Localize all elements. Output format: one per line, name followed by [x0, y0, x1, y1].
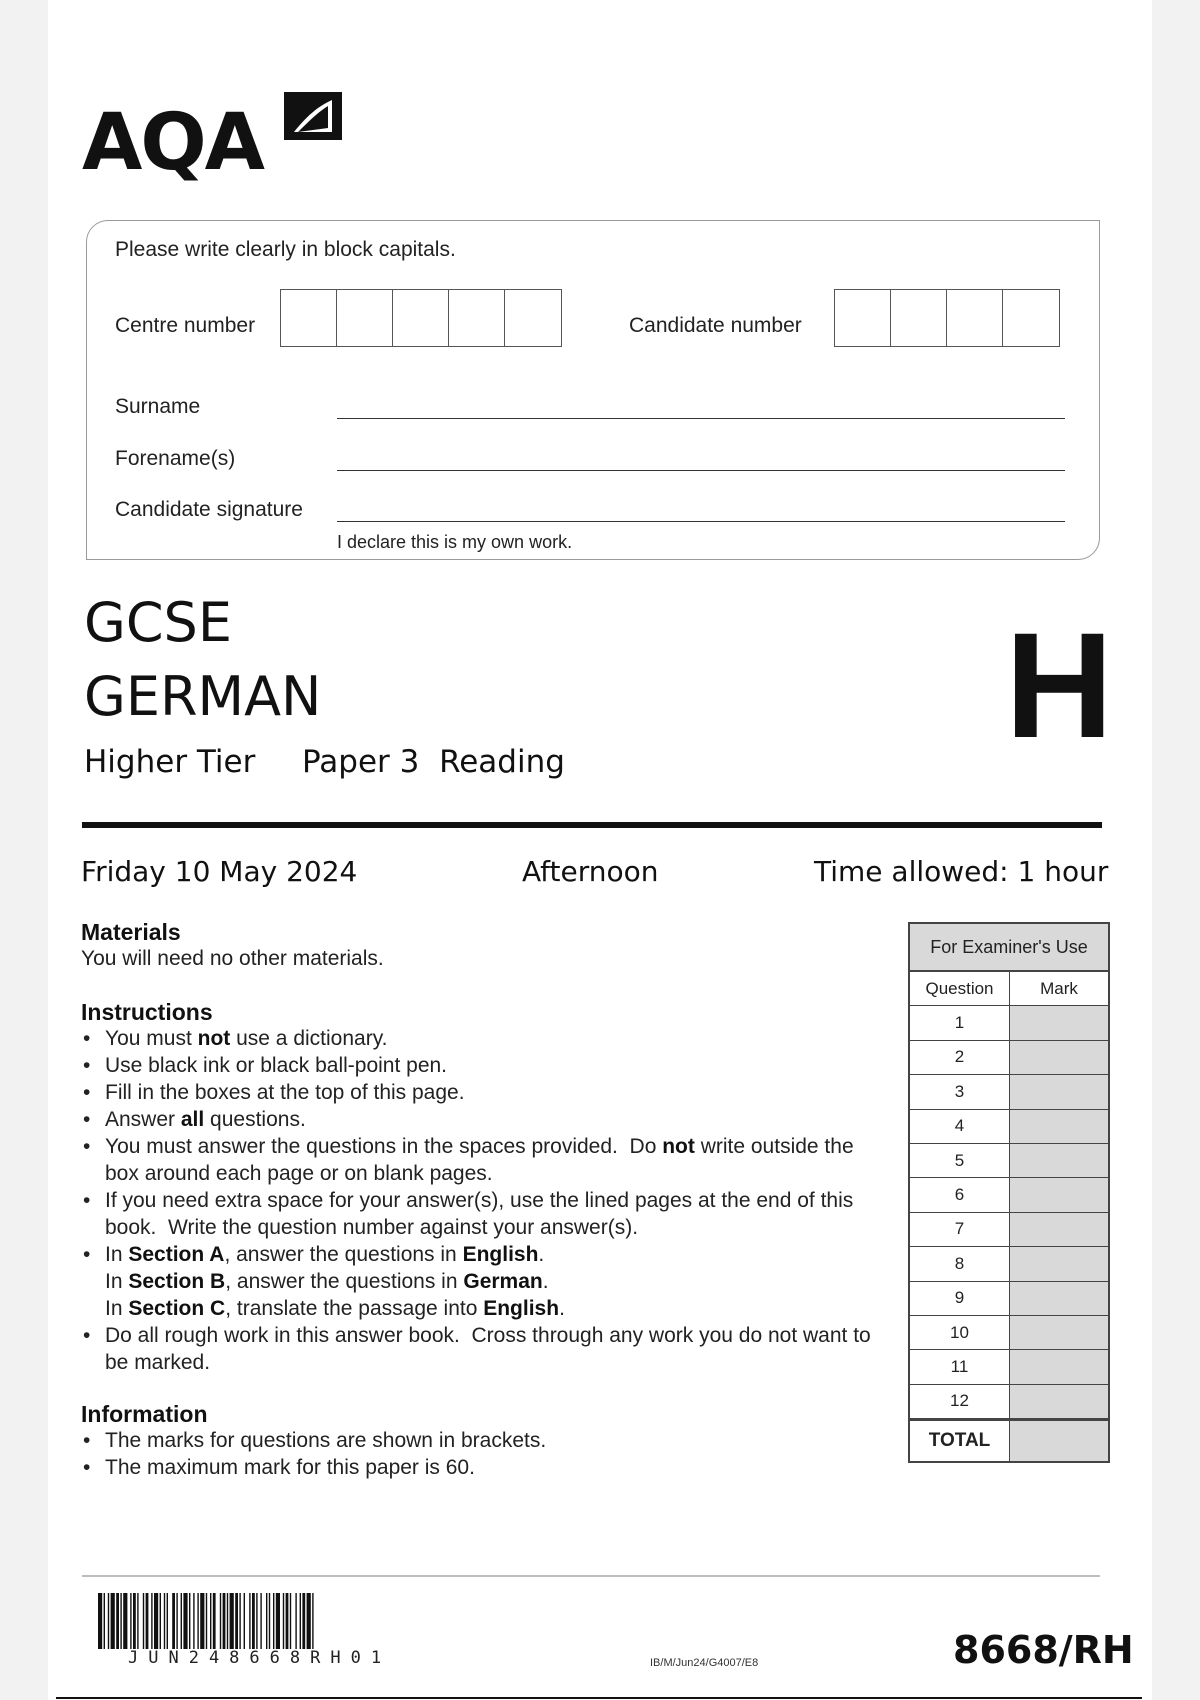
- question-number: 11: [910, 1350, 1010, 1383]
- mark-cell: [1010, 1350, 1108, 1383]
- examiner-row: [910, 1350, 1108, 1384]
- examiner-use-table: [908, 922, 1110, 1463]
- centre-number-digit[interactable]: [281, 290, 337, 346]
- title-rule: [82, 822, 1102, 828]
- mark-cell: [1010, 1041, 1108, 1074]
- mark-cell: [1010, 1316, 1108, 1349]
- forename-field[interactable]: [337, 470, 1065, 471]
- barcode-bar: [227, 1593, 228, 1649]
- question-number: 2: [910, 1041, 1010, 1074]
- barcode-bar: [307, 1593, 311, 1649]
- aqa-logo: AQA: [82, 98, 264, 188]
- barcode-bar: [256, 1593, 257, 1649]
- mark-cell: [1010, 1110, 1108, 1143]
- barcode-bar: [252, 1593, 255, 1649]
- barcode-bar: [210, 1593, 211, 1649]
- instruction-item-sections: [81, 1241, 881, 1322]
- barcode-bar: [269, 1593, 270, 1649]
- barcode-bar: [197, 1593, 198, 1649]
- instructions-list: [81, 1025, 881, 1376]
- instruction-item: • Use black ink or black ball-point pen.: [81, 1052, 881, 1079]
- centre-number-boxes[interactable]: [280, 289, 562, 347]
- barcode-bar: [146, 1593, 149, 1649]
- question-number: 4: [910, 1110, 1010, 1143]
- barcode-bar: [223, 1593, 226, 1649]
- total-label: TOTAL: [910, 1421, 1010, 1461]
- examiner-total-row: [910, 1419, 1108, 1461]
- examiner-row: [910, 1316, 1108, 1350]
- barcode-bar: [137, 1593, 138, 1649]
- information-list-container: [81, 1427, 881, 1481]
- paper-label: Paper 3 Reading: [302, 744, 565, 780]
- examiner-row: [910, 1144, 1108, 1178]
- examiner-row: [910, 1006, 1108, 1040]
- barcode-text: JUN248668RH01: [128, 1648, 392, 1668]
- signature-field[interactable]: [337, 521, 1065, 522]
- forename-label: Forename(s): [115, 447, 236, 470]
- question-number: 12: [910, 1385, 1010, 1418]
- barcode-bar: [273, 1593, 274, 1649]
- barcode-bar: [172, 1593, 175, 1649]
- candidate-number-digit[interactable]: [1003, 290, 1059, 346]
- examiner-row: [910, 1385, 1108, 1419]
- aqa-logo-mark-icon: [284, 92, 342, 140]
- barcode-bar: [108, 1593, 109, 1649]
- subject-title: GERMAN: [84, 665, 322, 728]
- tier-letter: H: [1005, 601, 1114, 769]
- barcode-bar: [312, 1593, 313, 1649]
- tier-label: Higher Tier: [84, 744, 256, 780]
- footer-rule: [82, 1575, 1100, 1577]
- information-list: [81, 1427, 881, 1481]
- time-allowed: Time allowed: 1 hour: [814, 855, 1109, 888]
- section-c-line: In Section C, translate the passage into English.: [105, 1297, 565, 1320]
- examiner-row: [910, 1213, 1108, 1247]
- instruction-item: • If you need extra space for your answer(s), use the lined pages at the end of this book. Write the question number against your answer(s).: [81, 1187, 881, 1241]
- candidate-number-digit[interactable]: [835, 290, 891, 346]
- centre-number-digit[interactable]: [337, 290, 393, 346]
- barcode-bar: [239, 1593, 240, 1649]
- own-work-declaration: I declare this is my own work.: [337, 532, 573, 552]
- barcode-bar: [220, 1593, 221, 1649]
- barcode-bar: [286, 1593, 289, 1649]
- barcode-bar: [176, 1593, 177, 1649]
- paper-code: 8668/RH: [953, 1628, 1134, 1672]
- section-b-line: In Section B, answer the questions in German.: [105, 1270, 549, 1293]
- block-capitals-prompt: Please write clearly in block capitals.: [115, 238, 456, 261]
- candidate-number-boxes[interactable]: [834, 289, 1060, 347]
- examiner-row: [910, 1282, 1108, 1316]
- instructions-list-container: [81, 1025, 881, 1376]
- surname-label: Surname: [115, 395, 201, 418]
- candidate-number-digit[interactable]: [891, 290, 947, 346]
- barcode-bar: [276, 1593, 280, 1649]
- centre-number-digit[interactable]: [449, 290, 505, 346]
- barcode-bar: [213, 1593, 216, 1649]
- exam-session: Afternoon: [522, 855, 659, 888]
- barcode-bar: [133, 1593, 136, 1649]
- examiner-row: [910, 1247, 1108, 1281]
- instruction-item: • Fill in the boxes at the top of this page.: [81, 1079, 881, 1106]
- mark-cell: [1010, 1385, 1108, 1418]
- barcode-bar: [260, 1593, 261, 1649]
- barcode-bar: [189, 1593, 190, 1649]
- instruction-item: • Do all rough work in this answer book. Cross through any work you do not want to be marked.: [81, 1322, 881, 1376]
- barcode-bar: [154, 1593, 158, 1649]
- barcode-bar: [151, 1593, 152, 1649]
- barcode-bar: [111, 1593, 115, 1649]
- mark-cell: [1010, 1006, 1108, 1039]
- barcode-bar: [164, 1593, 165, 1649]
- information-item: • The maximum mark for this paper is 60.: [81, 1454, 881, 1481]
- centre-number-digit[interactable]: [505, 290, 561, 346]
- mark-cell: [1010, 1144, 1108, 1177]
- barcode-bar: [104, 1593, 105, 1649]
- centre-number-digit[interactable]: [393, 290, 449, 346]
- question-number: 3: [910, 1075, 1010, 1108]
- barcode-bar: [123, 1593, 127, 1649]
- barcode-bar: [206, 1593, 207, 1649]
- barcode-bar: [300, 1593, 301, 1649]
- barcode-bar: [160, 1593, 161, 1649]
- instructions-heading: Instructions: [81, 999, 213, 1025]
- instruction-item: • You must not use a dictionary.: [81, 1025, 881, 1052]
- section-a-line: • In Section A, answer the questions in English.: [105, 1243, 545, 1266]
- signature-label: Candidate signature: [115, 498, 303, 521]
- examiner-row: [910, 1075, 1108, 1109]
- barcode-bar: [302, 1593, 305, 1649]
- question-number: 1: [910, 1006, 1010, 1039]
- barcode-bar: [249, 1593, 250, 1649]
- materials-heading: Materials: [81, 919, 181, 945]
- examiner-use-title: For Examiner's Use: [910, 924, 1108, 972]
- mark-cell: [1010, 1178, 1108, 1211]
- barcode-bar: [295, 1593, 296, 1649]
- barcode-bar: [130, 1593, 131, 1649]
- mark-cell: [1010, 1213, 1108, 1246]
- barcode-bar: [230, 1593, 234, 1649]
- barcode-bar: [200, 1593, 204, 1649]
- barcode-bar: [98, 1593, 102, 1649]
- barcode-bar: [143, 1593, 144, 1649]
- question-number: 7: [910, 1213, 1010, 1246]
- barcode-bar: [244, 1593, 245, 1649]
- mark-cell: [1010, 1075, 1108, 1108]
- question-number: 10: [910, 1316, 1010, 1349]
- question-number: 9: [910, 1282, 1010, 1315]
- mark-cell: [1010, 1282, 1108, 1315]
- materials-text: You will need no other materials.: [81, 947, 384, 970]
- examiner-row: [910, 1041, 1108, 1075]
- instruction-item: • Answer all questions.: [81, 1106, 881, 1133]
- barcode-bar: [266, 1593, 267, 1649]
- barcode-icon: [98, 1593, 508, 1649]
- mark-column-header: Mark: [1010, 972, 1108, 1005]
- examiner-row: [910, 1178, 1108, 1212]
- candidate-number-label: Candidate number: [629, 314, 802, 337]
- barcode-bar: [235, 1593, 238, 1649]
- information-item: • The marks for questions are shown in brackets.: [81, 1427, 881, 1454]
- barcode-bar: [183, 1593, 187, 1649]
- candidate-number-digit[interactable]: [947, 290, 1003, 346]
- barcode-bar: [283, 1593, 284, 1649]
- total-mark-cell: [1010, 1421, 1108, 1461]
- question-number: 5: [910, 1144, 1010, 1177]
- barcode-bar: [181, 1593, 182, 1649]
- exam-date: Friday 10 May 2024: [81, 855, 358, 888]
- information-heading: Information: [81, 1401, 208, 1427]
- barcode-bar: [193, 1593, 194, 1649]
- question-column-header: Question: [910, 972, 1010, 1005]
- question-number: 6: [910, 1178, 1010, 1211]
- examiner-row: [910, 1110, 1108, 1144]
- centre-number-label: Centre number: [115, 314, 256, 337]
- examiner-table-header: [910, 972, 1108, 1006]
- paper-reference: IB/M/Jun24/G4007/E8: [650, 1657, 759, 1669]
- barcode-bar: [116, 1593, 119, 1649]
- surname-field[interactable]: [337, 418, 1065, 419]
- question-number: 8: [910, 1247, 1010, 1280]
- instruction-item: • You must answer the questions in the spaces provided. Do not write outside the box around each page or on blank pages.: [81, 1133, 881, 1187]
- barcode-bar: [167, 1593, 168, 1649]
- page-bottom-rule: [56, 1697, 1142, 1699]
- mark-cell: [1010, 1247, 1108, 1280]
- barcode-bar: [120, 1593, 121, 1649]
- qualification-title: GCSE: [84, 591, 232, 654]
- barcode-bar: [290, 1593, 291, 1649]
